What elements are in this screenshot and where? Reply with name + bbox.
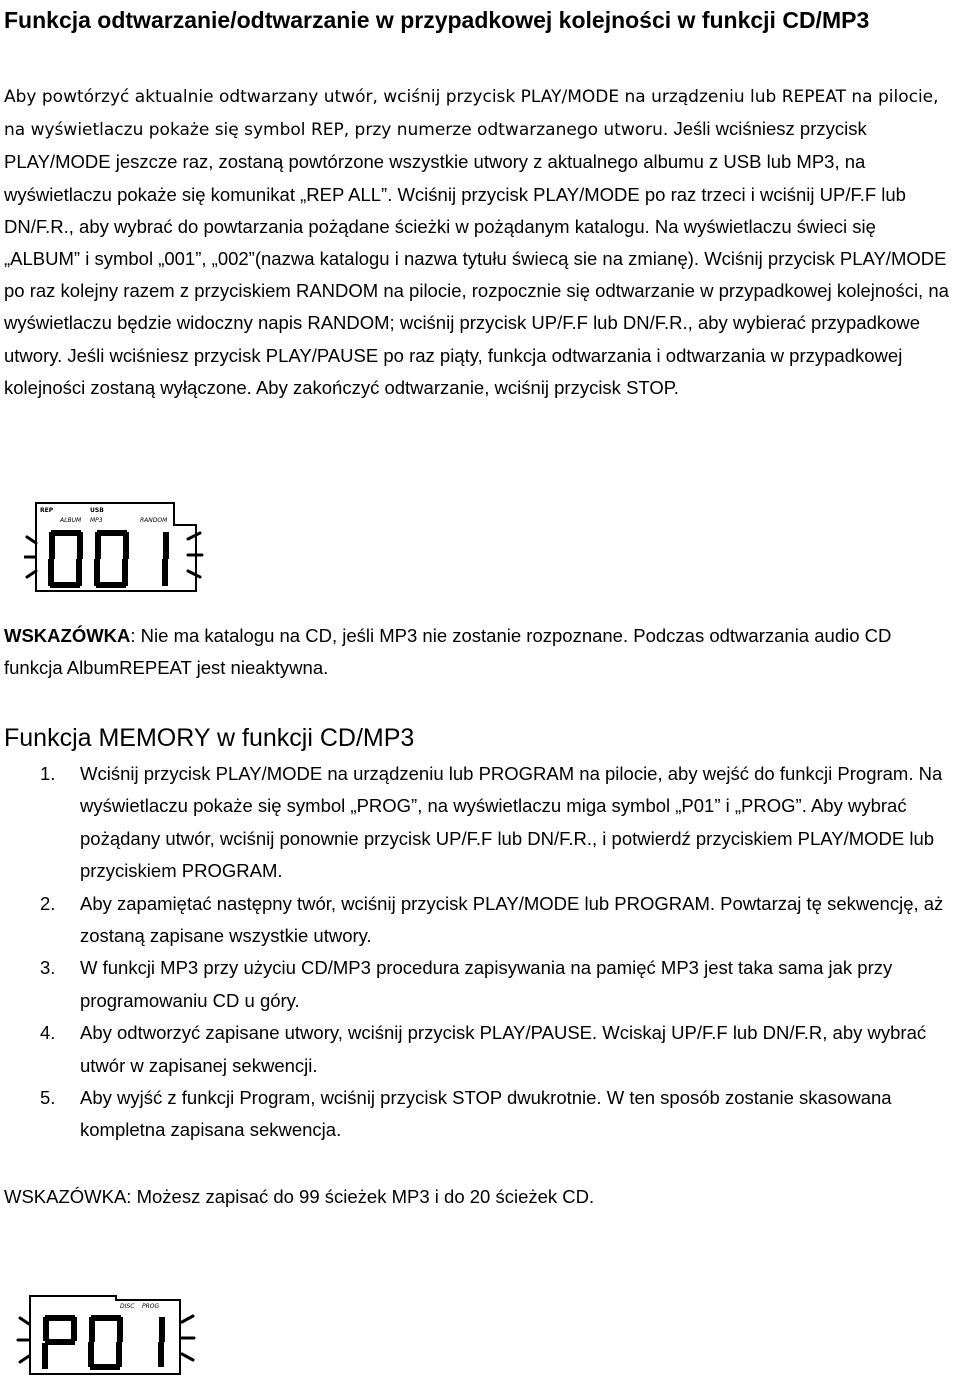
step-text: Aby wyjść z funkcji Program, wciśnij przycisk STOP dwukrotnie. W ten sposób zostanie skasowana kompletna zapisana sekwencja. [80,1087,892,1141]
step-number: 5. [40,1087,56,1109]
note-paragraph-2: WSKAZÓWKA: Możesz zapisać do 99 ścieżek MP3 i do 20 ścieżek CD. [4,1186,595,1207]
step-text: Wciśnij przycisk PLAY/MODE na urządzeniu lub PROGRAM na pilocie, aby wejść do funkcji Program. Na wyświetlaczu pokaże się symbol „PROG”, na wyświetlaczu miga symbol „P01” i „PROG”. Aby wybrać pożądany utwór, wciśnij ponownie przycisk UP/F.F lub DN/F.R., i potwierdź przyciskiem PLAY/MODE lub przyciskiem PROGRAM. [80,763,943,882]
paragraph-part-2: Jeśli wciśniesz przycisk PLAY/MODE jeszcze raz, zostaną powtórzone wszystkie utwory z aktualnego albumu z USB lub MP3, na wyświetlaczu pokaże się komunikat „REP ALL”. Wciśnij przycisk PLAY/MODE po raz trzeci i wciśnij UP/F.F lub DN/F.R., aby wybrać do powtarzania pożądane ścieżki w pożądanym katalogu. Na wyświetlaczu świeci się „ALBUM” i symbol „001”, „002”(nazwa katalogu i nazwa tytułu świecą sie na zmianę). Wciśnij przycisk PLAY/MODE po raz kolejny razem z przyciskiem RANDOM na pilocie, rozpocznie się odtwarzanie w przypadkowej kolejności, na wyświetlaczu będzie widoczny napis RANDOM; wciśnij przycisk UP/F.F lub DN/F.R., aby wybierać przypadkowe utwory. Jeśli wciśniesz przycisk PLAY/PAUSE po raz piąty, funkcja odtwarzania i odtwarzania w przypadkowej kolejności zostaną wyłączone. Aby zakończyć odtwarzanie, wciśnij przycisk STOP. [4,118,949,398]
note-label: WSKAZÓWKA [4,625,131,646]
lcd1-indicator-mp3: MP3 [90,517,103,524]
blink-rays-right-icon [182,1316,194,1360]
section-title-play-random: Funkcja odtwarzanie/odtwarzanie w przypadkowej kolejności w funkcji CD/MP3 [4,7,870,33]
lcd1-digit-1 [97,533,126,585]
note-text: : Nie ma katalogu na CD, jeśli MP3 nie zostanie rozpoznane. Podczas odtwarzania audio CD funkcja AlbumREPEAT jest nieaktywna. [4,625,892,678]
lcd1-digit-2 [165,535,166,583]
list-item [0,758,955,888]
memory-steps-list [0,758,955,1147]
lcd1-indicator-album: ALBUM [60,517,82,524]
list-item [0,1017,955,1082]
lcd1-indicator-rep: REP [40,507,54,514]
list-item [0,1082,955,1147]
lcd1-digit-0 [51,533,80,585]
note-paragraph-1 [4,620,954,683]
step-number: 3. [40,957,56,979]
step-number: 1. [40,763,56,784]
step-text: Aby zapamiętać następny twór, wciśnij przycisk PLAY/MODE lub PROGRAM. Powtarzaj tę sekwencję, aż zostaną zapisane wszystkie utwory. [80,892,944,947]
play-random-paragraph [4,80,954,404]
lcd2-indicator-prog: PROG [142,1303,160,1310]
lcd-display-p01 [16,1292,196,1385]
paragraph-part-1: Aby powtórzyć aktualnie odtwarzany utwór, wciśnij przycisk PLAY/MODE na urządzeniu lub REPEAT na pilocie, na wyświetlaczu pokaże się symbol REP, przy numerze odtwarzanego utworu. [4,87,939,141]
lcd2-indicator-disc: DISC [120,1303,135,1310]
lcd2-digit-1 [161,1320,162,1364]
lcd-display-001 [24,497,204,597]
lcd1-indicator-usb: USB [90,507,104,514]
list-item [0,888,955,953]
list-item [0,952,955,1017]
lcd1-indicator-random: RANDOM [140,517,168,524]
lcd2-digit-p [45,1318,74,1366]
blink-rays-left-icon [25,537,36,577]
blink-rays-left-icon [18,1318,29,1362]
step-number: 4. [40,1022,56,1044]
step-number: 2. [40,892,56,914]
step-text: Aby odtworzyć zapisane utwory, wciśnij przycisk PLAY/PAUSE. Wciskaj UP/F.F lub DN/F.R, aby wybrać utwór w zapisanej sekwencji. [80,1022,927,1076]
section-title-memory: Funkcja MEMORY w funkcji CD/MP3 [4,724,415,752]
step-text: W funkcji MP3 przy użyciu CD/MP3 procedura zapisywania na pamięć MP3 jest taka sama jak przy programowaniu CD u góry. [80,957,893,1011]
lcd2-digit-0 [91,1318,120,1367]
